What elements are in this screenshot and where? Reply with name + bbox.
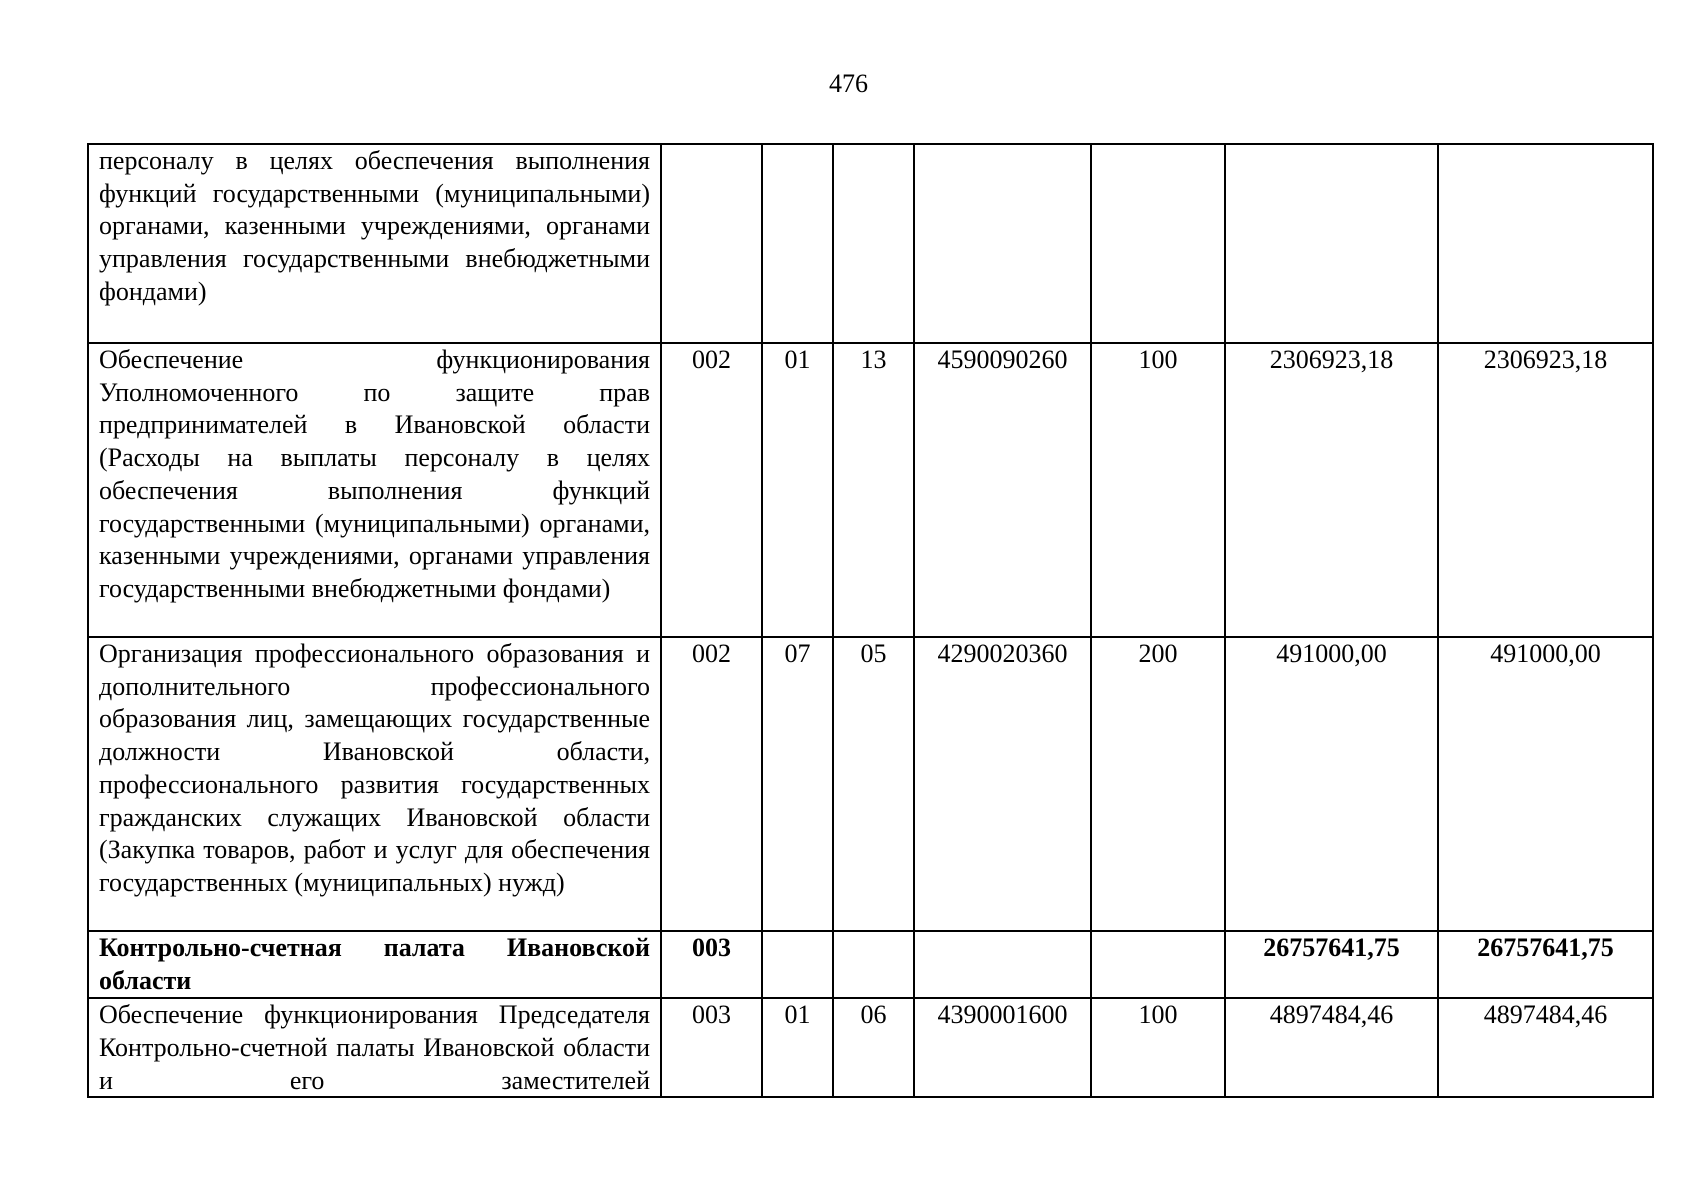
- budget-table: [87, 143, 1654, 1098]
- subsection-code-cell: [833, 144, 914, 343]
- table-row: [88, 144, 1653, 343]
- table-row: [88, 343, 1653, 637]
- admin-code-cell: 002: [661, 343, 762, 637]
- amount-1-cell: [1225, 144, 1438, 343]
- subsection-code-cell: 13: [833, 343, 914, 637]
- admin-code-cell: [661, 144, 762, 343]
- subsection-code-cell: 05: [833, 637, 914, 931]
- section-code-cell: [762, 931, 833, 998]
- expense-type-cell: 200: [1091, 637, 1225, 931]
- amount-1-cell: 491000,00: [1225, 637, 1438, 931]
- amount-1-cell: 26757641,75: [1225, 931, 1438, 998]
- section-code-cell: 01: [762, 998, 833, 1097]
- amount-2-cell: [1438, 144, 1653, 343]
- admin-code-cell: 003: [661, 931, 762, 998]
- amount-1-cell: 2306923,18: [1225, 343, 1438, 637]
- expense-type-cell: 100: [1091, 343, 1225, 637]
- table-row: [88, 998, 1653, 1097]
- section-code-cell: 07: [762, 637, 833, 931]
- page-number: 476: [829, 69, 868, 98]
- expense-type-cell: [1091, 931, 1225, 998]
- table-row: [88, 637, 1653, 931]
- row-name-cell: Организация профессионального образования и дополнительного профессионального образования лиц, замещающих государственные должности Ивановской области, профессионального развития государственных гражданских служащих Ивановской области (Закупка товаров, работ и услуг для обеспечения государственных (муниципальных) нужд): [88, 637, 661, 931]
- table-row: [88, 931, 1653, 998]
- subsection-code-cell: [833, 931, 914, 998]
- expense-type-cell: [1091, 144, 1225, 343]
- row-name-cell: Контрольно-счетная палата Ивановской области: [88, 931, 661, 998]
- target-code-cell: 4290020360: [914, 637, 1091, 931]
- amount-2-cell: 26757641,75: [1438, 931, 1653, 998]
- row-name-cell: Обеспечение функционирования Уполномоченного по защите прав предпринимателей в Ивановской области (Расходы на выплаты персоналу в целях обеспечения выполнения функций государственными (муниципальными) органами, казенными учреждениями, органами управления государственными внебюджетными фондами): [88, 343, 661, 637]
- target-code-cell: [914, 931, 1091, 998]
- section-code-cell: [762, 144, 833, 343]
- target-code-cell: 4590090260: [914, 343, 1091, 637]
- row-name-cell: [88, 998, 661, 1097]
- amount-2-cell: 2306923,18: [1438, 343, 1653, 637]
- target-code-cell: [914, 144, 1091, 343]
- row-name-text: Обеспечение функционирования Председателя Контрольно-счетной палаты Ивановской области и его заместителей: [99, 1000, 650, 1095]
- admin-code-cell: 002: [661, 637, 762, 931]
- target-code-cell: 4390001600: [914, 998, 1091, 1097]
- row-name-cell: персоналу в целях обеспечения выполнения функций государственными (муниципальными) органами, казенными учреждениями, органами управления государственными внебюджетными фондами): [88, 144, 661, 343]
- section-code-cell: 01: [762, 343, 833, 637]
- amount-2-cell: 491000,00: [1438, 637, 1653, 931]
- expense-type-cell: 100: [1091, 998, 1225, 1097]
- amount-2-cell: 4897484,46: [1438, 998, 1653, 1097]
- admin-code-cell: 003: [661, 998, 762, 1097]
- subsection-code-cell: 06: [833, 998, 914, 1097]
- amount-1-cell: 4897484,46: [1225, 998, 1438, 1097]
